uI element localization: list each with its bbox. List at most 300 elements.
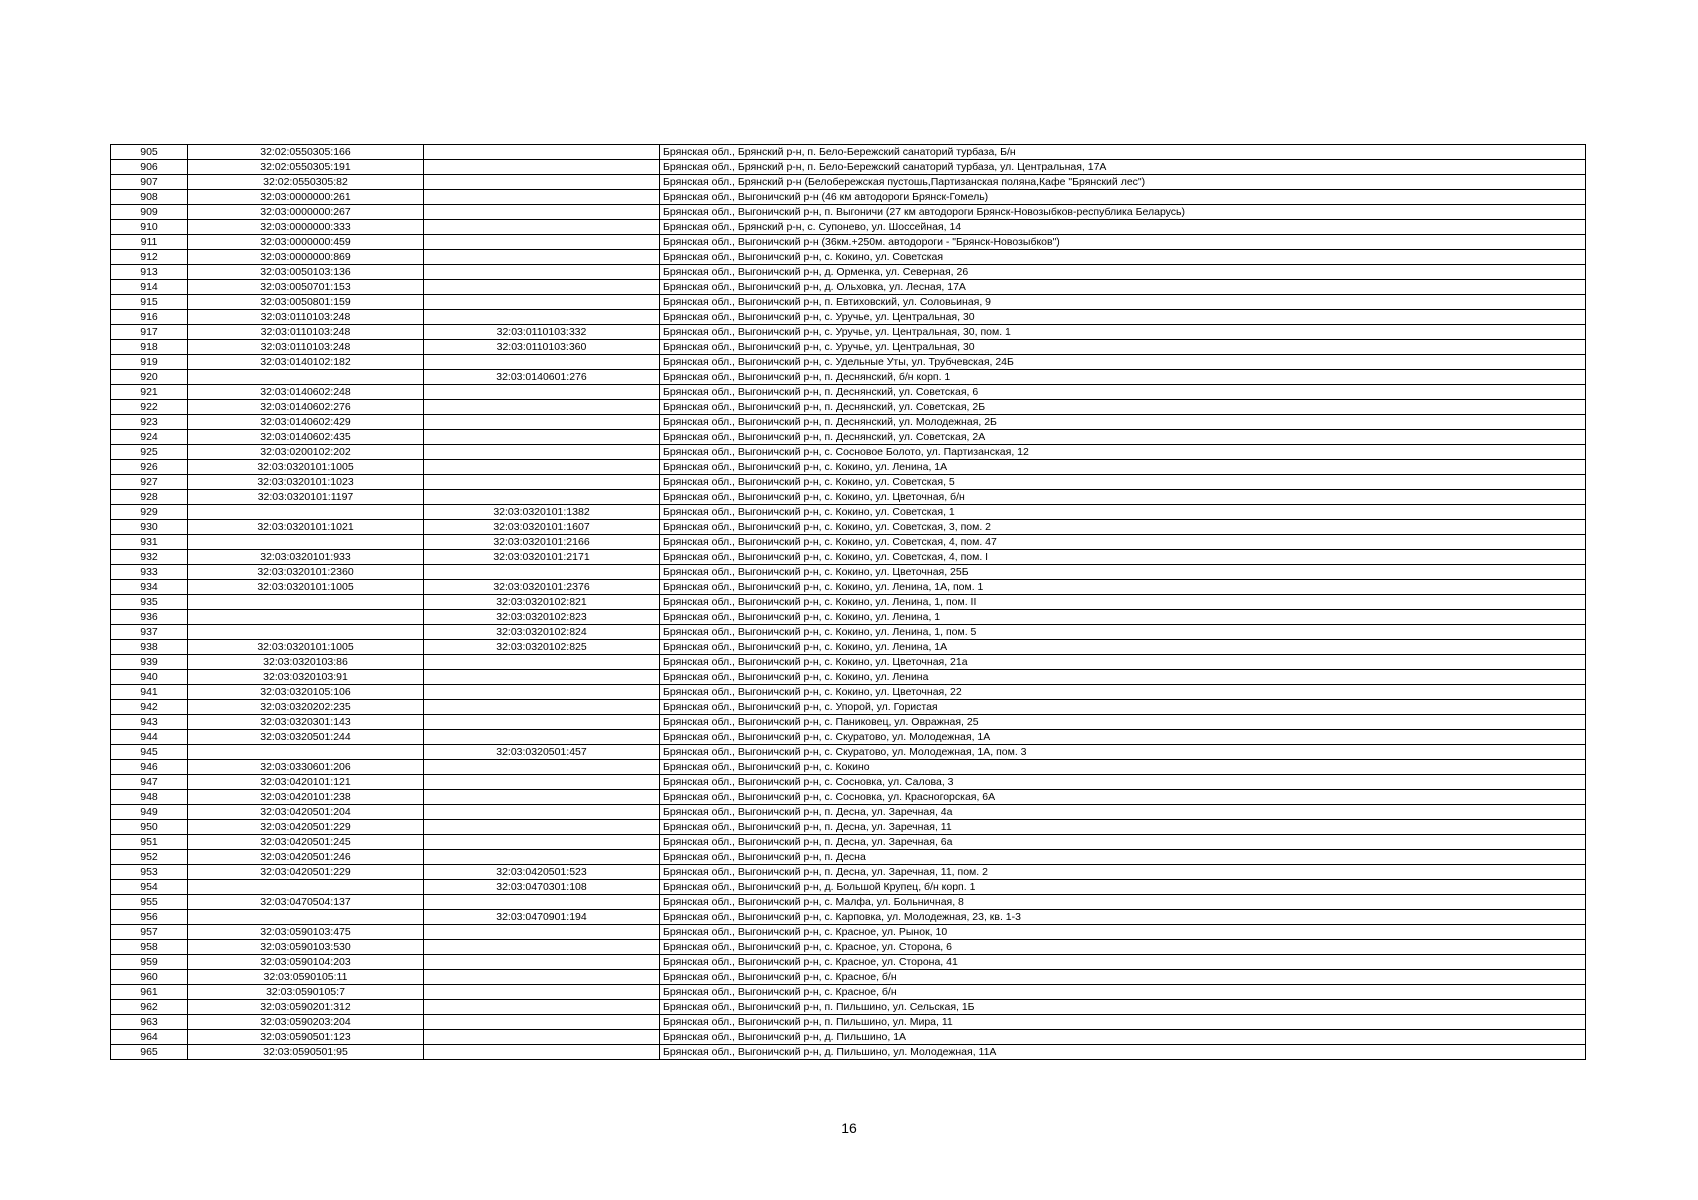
cadastral-number-cell: 32:03:0200102:202 — [188, 445, 424, 460]
table-row — [111, 250, 1586, 265]
table-row — [111, 460, 1586, 475]
row-number-cell: 965 — [111, 1045, 188, 1060]
table-row — [111, 640, 1586, 655]
table-row — [111, 490, 1586, 505]
row-number-cell: 948 — [111, 790, 188, 805]
cadastral-number-cell: 32:03:0590104:203 — [188, 955, 424, 970]
address-cell: Брянская обл., Выгоничский р-н, с. Кокино, ул. Цветочная, 22 — [660, 685, 1586, 700]
table-row — [111, 445, 1586, 460]
address-cell: Брянская обл., Брянский р-н, п. Бело-Бережский санаторий турбаза, Б/н — [660, 145, 1586, 160]
address-cell: Брянская обл., Выгоничский р-н, п. Десна, ул. Заречная, 4а — [660, 805, 1586, 820]
address-cell: Брянская обл., Брянский р-н, с. Супонево, ул. Шоссейная, 14 — [660, 220, 1586, 235]
premises-cadastral-number-cell — [424, 265, 660, 280]
table-row — [111, 310, 1586, 325]
table-row — [111, 340, 1586, 355]
premises-cadastral-number-cell — [424, 415, 660, 430]
cadastral-number-cell: 32:03:0140602:248 — [188, 385, 424, 400]
cadastral-number-cell: 32:03:0590501:95 — [188, 1045, 424, 1060]
row-number-cell: 929 — [111, 505, 188, 520]
address-cell: Брянская обл., Выгоничский р-н, с. Кокино, ул. Ленина — [660, 670, 1586, 685]
cadastral-number-cell: 32:03:0000000:869 — [188, 250, 424, 265]
row-number-cell: 963 — [111, 1015, 188, 1030]
address-cell: Брянская обл., Выгоничский р-н, с. Уручье, ул. Центральная, 30 — [660, 310, 1586, 325]
cadastral-number-cell: 32:03:0110103:248 — [188, 310, 424, 325]
table-row — [111, 325, 1586, 340]
table-row — [111, 190, 1586, 205]
table-row — [111, 430, 1586, 445]
address-cell: Брянская обл., Выгоничский р-н, с. Кокино, ул. Ленина, 1, пом. II — [660, 595, 1586, 610]
cadastral-number-cell: 32:03:0320101:1197 — [188, 490, 424, 505]
premises-cadastral-number-cell: 32:03:0320102:823 — [424, 610, 660, 625]
table-row — [111, 820, 1586, 835]
row-number-cell: 937 — [111, 625, 188, 640]
address-cell: Брянская обл., Выгоничский р-н, п. Деснянский, б/н корп. 1 — [660, 370, 1586, 385]
cadastral-number-cell: 32:03:0320101:1021 — [188, 520, 424, 535]
row-number-cell: 920 — [111, 370, 188, 385]
premises-cadastral-number-cell — [424, 355, 660, 370]
address-cell: Брянская обл., Выгоничский р-н, п. Деснянский, ул. Советская, 6 — [660, 385, 1586, 400]
row-number-cell: 921 — [111, 385, 188, 400]
cadastral-number-cell: 32:03:0420501:229 — [188, 865, 424, 880]
cadastral-number-cell: 32:03:0420501:204 — [188, 805, 424, 820]
table-row — [111, 745, 1586, 760]
table-row — [111, 790, 1586, 805]
cadastral-number-cell: 32:03:0590105:11 — [188, 970, 424, 985]
premises-cadastral-number-cell: 32:03:0320101:1607 — [424, 520, 660, 535]
table-row — [111, 655, 1586, 670]
premises-cadastral-number-cell — [424, 655, 660, 670]
address-cell: Брянская обл., Выгоничский р-н, п. Выгоничи (27 км автодороги Брянск-Новозыбков-республика Беларусь) — [660, 205, 1586, 220]
address-cell: Брянская обл., Выгоничский р-н, с. Красное, б/н — [660, 970, 1586, 985]
table-row — [111, 835, 1586, 850]
row-number-cell: 925 — [111, 445, 188, 460]
premises-cadastral-number-cell — [424, 220, 660, 235]
address-cell: Брянская обл., Выгоничский р-н, п. Десна, ул. Заречная, 6а — [660, 835, 1586, 850]
cadastral-number-cell — [188, 910, 424, 925]
address-cell: Брянская обл., Выгоничский р-н, с. Кокино, ул. Советская, 5 — [660, 475, 1586, 490]
row-number-cell: 923 — [111, 415, 188, 430]
table-row — [111, 175, 1586, 190]
premises-cadastral-number-cell — [424, 925, 660, 940]
premises-cadastral-number-cell — [424, 190, 660, 205]
address-cell: Брянская обл., Выгоничский р-н, п. Десна, ул. Заречная, 11 — [660, 820, 1586, 835]
cadastral-number-cell: 32:02:0550305:191 — [188, 160, 424, 175]
cadastral-number-cell: 32:03:0110103:248 — [188, 340, 424, 355]
cadastral-number-cell: 32:02:0550305:166 — [188, 145, 424, 160]
address-cell: Брянская обл., Выгоничский р-н, с. Сосновка, ул. Красногорская, 6А — [660, 790, 1586, 805]
row-number-cell: 908 — [111, 190, 188, 205]
table-row — [111, 1015, 1586, 1030]
table-row — [111, 895, 1586, 910]
table-row — [111, 1000, 1586, 1015]
premises-cadastral-number-cell — [424, 310, 660, 325]
row-number-cell: 940 — [111, 670, 188, 685]
address-cell: Брянская обл., Выгоничский р-н, с. Сосновка, ул. Салова, 3 — [660, 775, 1586, 790]
address-cell: Брянская обл., Брянский р-н, п. Бело-Бережский санаторий турбаза, ул. Центральная, 17А — [660, 160, 1586, 175]
row-number-cell: 958 — [111, 940, 188, 955]
address-cell: Брянская обл., Выгоничский р-н, с. Кокино, ул. Советская, 3, пом. 2 — [660, 520, 1586, 535]
row-number-cell: 952 — [111, 850, 188, 865]
cadastral-number-cell: 32:03:0050103:136 — [188, 265, 424, 280]
cadastral-number-cell: 32:03:0320101:1023 — [188, 475, 424, 490]
address-cell: Брянская обл., Выгоничский р-н, с. Кокино, ул. Ленина, 1А, пом. 1 — [660, 580, 1586, 595]
premises-cadastral-number-cell — [424, 850, 660, 865]
row-number-cell: 930 — [111, 520, 188, 535]
address-cell: Брянская обл., Выгоничский р-н, п. Десна, ул. Заречная, 11, пом. 2 — [660, 865, 1586, 880]
row-number-cell: 957 — [111, 925, 188, 940]
premises-cadastral-number-cell — [424, 685, 660, 700]
address-cell: Брянская обл., Выгоничский р-н, с. Кокино, ул. Цветочная, 21а — [660, 655, 1586, 670]
table-row — [111, 520, 1586, 535]
table-row — [111, 760, 1586, 775]
cadastral-number-cell: 32:03:0140602:429 — [188, 415, 424, 430]
row-number-cell: 955 — [111, 895, 188, 910]
address-cell: Брянская обл., Выгоничский р-н (36км.+250м. автодороги - "Брянск-Новозыбков") — [660, 235, 1586, 250]
row-number-cell: 947 — [111, 775, 188, 790]
premises-cadastral-number-cell: 32:03:0320101:2166 — [424, 535, 660, 550]
cadastral-number-cell: 32:03:0000000:459 — [188, 235, 424, 250]
premises-cadastral-number-cell — [424, 670, 660, 685]
row-number-cell: 956 — [111, 910, 188, 925]
row-number-cell: 911 — [111, 235, 188, 250]
table-row — [111, 400, 1586, 415]
row-number-cell: 950 — [111, 820, 188, 835]
cadastral-number-cell — [188, 745, 424, 760]
cadastral-number-cell: 32:03:0320103:91 — [188, 670, 424, 685]
address-cell: Брянская обл., Выгоничский р-н, п. Десна — [660, 850, 1586, 865]
address-cell: Брянская обл., Выгоничский р-н, п. Пильшино, ул. Мира, 11 — [660, 1015, 1586, 1030]
address-cell: Брянская обл., Выгоничский р-н, с. Кокино, ул. Советская, 1 — [660, 505, 1586, 520]
address-cell: Брянская обл., Выгоничский р-н, с. Уручье, ул. Центральная, 30, пом. 1 — [660, 325, 1586, 340]
table-row — [111, 265, 1586, 280]
table-row — [111, 685, 1586, 700]
table-body — [111, 145, 1586, 1060]
address-cell: Брянская обл., Выгоничский р-н, с. Красное, б/н — [660, 985, 1586, 1000]
address-cell: Брянская обл., Выгоничский р-н, д. Пильшино, ул. Молодежная, 11А — [660, 1045, 1586, 1060]
table-row — [111, 730, 1586, 745]
address-cell: Брянская обл., Выгоничский р-н, п. Пильшино, ул. Сельская, 1Б — [660, 1000, 1586, 1015]
premises-cadastral-number-cell — [424, 145, 660, 160]
address-cell: Брянская обл., Выгоничский р-н, с. Красное, ул. Сторона, 6 — [660, 940, 1586, 955]
row-number-cell: 916 — [111, 310, 188, 325]
premises-cadastral-number-cell — [424, 895, 660, 910]
premises-cadastral-number-cell — [424, 400, 660, 415]
address-cell: Брянская обл., Брянский р-н (Белобережская пустошь,Партизанская поляна,Кафе "Брянский лес") — [660, 175, 1586, 190]
premises-cadastral-number-cell — [424, 280, 660, 295]
row-number-cell: 922 — [111, 400, 188, 415]
row-number-cell: 951 — [111, 835, 188, 850]
address-cell: Брянская обл., Выгоничский р-н, с. Красное, ул. Рынок, 10 — [660, 925, 1586, 940]
table-row — [111, 580, 1586, 595]
cadastral-number-cell: 32:03:0320101:1005 — [188, 640, 424, 655]
premises-cadastral-number-cell — [424, 955, 660, 970]
table-row — [111, 805, 1586, 820]
premises-cadastral-number-cell: 32:03:0110103:332 — [424, 325, 660, 340]
table-row — [111, 550, 1586, 565]
address-cell: Брянская обл., Выгоничский р-н, с. Кокино, ул. Советская, 4, пом. 47 — [660, 535, 1586, 550]
table-row — [111, 850, 1586, 865]
row-number-cell: 962 — [111, 1000, 188, 1015]
row-number-cell: 918 — [111, 340, 188, 355]
table-row — [111, 295, 1586, 310]
row-number-cell: 961 — [111, 985, 188, 1000]
premises-cadastral-number-cell: 32:03:0320102:825 — [424, 640, 660, 655]
premises-cadastral-number-cell — [424, 565, 660, 580]
cadastral-number-cell: 32:03:0110103:248 — [188, 325, 424, 340]
table-row — [111, 415, 1586, 430]
row-number-cell: 906 — [111, 160, 188, 175]
address-cell: Брянская обл., Выгоничский р-н (46 км автодороги Брянск-Гомель) — [660, 190, 1586, 205]
table-row — [111, 145, 1586, 160]
table-row — [111, 565, 1586, 580]
premises-cadastral-number-cell — [424, 295, 660, 310]
premises-cadastral-number-cell — [424, 985, 660, 1000]
row-number-cell: 905 — [111, 145, 188, 160]
premises-cadastral-number-cell — [424, 790, 660, 805]
cadastral-number-cell: 32:03:0320101:1005 — [188, 580, 424, 595]
premises-cadastral-number-cell — [424, 460, 660, 475]
table-row — [111, 475, 1586, 490]
table-row — [111, 925, 1586, 940]
cadastral-number-cell — [188, 505, 424, 520]
row-number-cell: 964 — [111, 1030, 188, 1045]
table-row — [111, 970, 1586, 985]
row-number-cell: 954 — [111, 880, 188, 895]
premises-cadastral-number-cell: 32:03:0470301:108 — [424, 880, 660, 895]
row-number-cell: 941 — [111, 685, 188, 700]
premises-cadastral-number-cell — [424, 835, 660, 850]
row-number-cell: 926 — [111, 460, 188, 475]
premises-cadastral-number-cell — [424, 940, 660, 955]
table-row — [111, 595, 1586, 610]
table-row — [111, 1030, 1586, 1045]
table-row — [111, 670, 1586, 685]
address-cell: Брянская обл., Выгоничский р-н, п. Деснянский, ул. Советская, 2Б — [660, 400, 1586, 415]
cadastral-number-cell: 32:03:0140602:276 — [188, 400, 424, 415]
address-cell: Брянская обл., Выгоничский р-н, с. Красное, ул. Сторона, 41 — [660, 955, 1586, 970]
premises-cadastral-number-cell — [424, 235, 660, 250]
row-number-cell: 939 — [111, 655, 188, 670]
cadastral-number-cell: 32:03:0420101:238 — [188, 790, 424, 805]
address-cell: Брянская обл., Выгоничский р-н, с. Паниковец, ул. Овражная, 25 — [660, 715, 1586, 730]
row-number-cell: 932 — [111, 550, 188, 565]
premises-cadastral-number-cell: 32:03:0320501:457 — [424, 745, 660, 760]
cadastral-number-cell: 32:03:0140102:182 — [188, 355, 424, 370]
cadastral-number-cell: 32:03:0590103:530 — [188, 940, 424, 955]
premises-cadastral-number-cell — [424, 490, 660, 505]
table-row — [111, 940, 1586, 955]
cadastral-number-cell: 32:03:0590105:7 — [188, 985, 424, 1000]
table-row — [111, 535, 1586, 550]
premises-cadastral-number-cell — [424, 970, 660, 985]
table-row — [111, 280, 1586, 295]
page-number: 16 — [841, 1120, 857, 1136]
premises-cadastral-number-cell — [424, 1000, 660, 1015]
cadastral-number-cell: 32:03:0420501:229 — [188, 820, 424, 835]
address-cell: Брянская обл., Выгоничский р-н, с. Кокино, ул. Ленина, 1А — [660, 640, 1586, 655]
premises-cadastral-number-cell — [424, 730, 660, 745]
cadastral-number-cell: 32:03:0000000:267 — [188, 205, 424, 220]
premises-cadastral-number-cell — [424, 775, 660, 790]
cadastral-number-cell: 32:03:0140602:435 — [188, 430, 424, 445]
row-number-cell: 914 — [111, 280, 188, 295]
table-row — [111, 910, 1586, 925]
cadastral-number-cell: 32:02:0550305:82 — [188, 175, 424, 190]
address-cell: Брянская обл., Выгоничский р-н, с. Карповка, ул. Молодежная, 23, кв. 1-3 — [660, 910, 1586, 925]
address-cell: Брянская обл., Выгоничский р-н, с. Кокино, ул. Ленина, 1, пом. 5 — [660, 625, 1586, 640]
row-number-cell: 949 — [111, 805, 188, 820]
table-row — [111, 205, 1586, 220]
premises-cadastral-number-cell — [424, 805, 660, 820]
row-number-cell: 945 — [111, 745, 188, 760]
row-number-cell: 924 — [111, 430, 188, 445]
table-row — [111, 700, 1586, 715]
cadastral-number-cell — [188, 880, 424, 895]
premises-cadastral-number-cell — [424, 475, 660, 490]
row-number-cell: 919 — [111, 355, 188, 370]
cadastral-number-cell: 32:03:0000000:333 — [188, 220, 424, 235]
premises-cadastral-number-cell — [424, 385, 660, 400]
address-cell: Брянская обл., Выгоничский р-н, д. Большой Крупец, б/н корп. 1 — [660, 880, 1586, 895]
address-cell: Брянская обл., Выгоничский р-н, с. Скуратово, ул. Молодежная, 1А — [660, 730, 1586, 745]
premises-cadastral-number-cell: 32:03:0110103:360 — [424, 340, 660, 355]
table-row — [111, 505, 1586, 520]
premises-cadastral-number-cell — [424, 430, 660, 445]
row-number-cell: 936 — [111, 610, 188, 625]
cadastral-number-cell: 32:03:0320101:933 — [188, 550, 424, 565]
row-number-cell: 931 — [111, 535, 188, 550]
row-number-cell: 953 — [111, 865, 188, 880]
premises-cadastral-number-cell — [424, 715, 660, 730]
table-row — [111, 625, 1586, 640]
cadastral-number-cell: 32:03:0590501:123 — [188, 1030, 424, 1045]
table-row — [111, 235, 1586, 250]
premises-cadastral-number-cell — [424, 445, 660, 460]
cadastral-number-cell: 32:03:0420501:245 — [188, 835, 424, 850]
cadastral-number-cell: 32:03:0050801:159 — [188, 295, 424, 310]
address-cell: Брянская обл., Выгоничский р-н, с. Уручье, ул. Центральная, 30 — [660, 340, 1586, 355]
row-number-cell: 942 — [111, 700, 188, 715]
cadastral-number-cell: 32:03:0320501:244 — [188, 730, 424, 745]
row-number-cell: 946 — [111, 760, 188, 775]
row-number-cell: 907 — [111, 175, 188, 190]
cadastral-number-cell: 32:03:0420501:246 — [188, 850, 424, 865]
premises-cadastral-number-cell: 32:03:0470901:194 — [424, 910, 660, 925]
address-cell: Брянская обл., Выгоничский р-н, с. Кокино — [660, 760, 1586, 775]
table-row — [111, 385, 1586, 400]
premises-cadastral-number-cell — [424, 1015, 660, 1030]
cadastral-number-cell — [188, 370, 424, 385]
premises-cadastral-number-cell — [424, 1030, 660, 1045]
row-number-cell: 944 — [111, 730, 188, 745]
address-cell: Брянская обл., Выгоничский р-н, с. Скуратово, ул. Молодежная, 1А, пом. 3 — [660, 745, 1586, 760]
cadastral-number-cell: 32:03:0590201:312 — [188, 1000, 424, 1015]
table-row — [111, 1045, 1586, 1060]
cadastral-number-cell: 32:03:0590203:204 — [188, 1015, 424, 1030]
premises-cadastral-number-cell — [424, 205, 660, 220]
row-number-cell: 928 — [111, 490, 188, 505]
cadastral-number-cell — [188, 595, 424, 610]
row-number-cell: 912 — [111, 250, 188, 265]
row-number-cell: 960 — [111, 970, 188, 985]
cadastral-number-cell: 32:03:0470504:137 — [188, 895, 424, 910]
table-row — [111, 715, 1586, 730]
cadastral-number-cell: 32:03:0590103:475 — [188, 925, 424, 940]
address-cell: Брянская обл., Выгоничский р-н, п. Деснянский, ул. Молодежная, 2Б — [660, 415, 1586, 430]
premises-cadastral-number-cell: 32:03:0320102:821 — [424, 595, 660, 610]
table-row — [111, 370, 1586, 385]
premises-cadastral-number-cell — [424, 820, 660, 835]
address-cell: Брянская обл., Выгоничский р-н, с. Кокино, ул. Советская — [660, 250, 1586, 265]
row-number-cell: 913 — [111, 265, 188, 280]
cadastral-number-cell — [188, 610, 424, 625]
table-row — [111, 220, 1586, 235]
premises-cadastral-number-cell — [424, 1045, 660, 1060]
table-row — [111, 865, 1586, 880]
premises-cadastral-number-cell: 32:03:0320101:2171 — [424, 550, 660, 565]
property-table — [110, 144, 1586, 1060]
address-cell: Брянская обл., Выгоничский р-н, д. Пильшино, 1А — [660, 1030, 1586, 1045]
address-cell: Брянская обл., Выгоничский р-н, с. Упорой, ул. Гористая — [660, 700, 1586, 715]
table-row — [111, 985, 1586, 1000]
row-number-cell: 909 — [111, 205, 188, 220]
premises-cadastral-number-cell — [424, 250, 660, 265]
row-number-cell: 927 — [111, 475, 188, 490]
row-number-cell: 959 — [111, 955, 188, 970]
row-number-cell: 915 — [111, 295, 188, 310]
address-cell: Брянская обл., Выгоничский р-н, с. Кокино, ул. Цветочная, 25Б — [660, 565, 1586, 580]
address-cell: Брянская обл., Выгоничский р-н, с. Кокино, ул. Советская, 4, пом. I — [660, 550, 1586, 565]
row-number-cell: 943 — [111, 715, 188, 730]
premises-cadastral-number-cell: 32:03:0320101:1382 — [424, 505, 660, 520]
cadastral-number-cell: 32:03:0320101:2360 — [188, 565, 424, 580]
premises-cadastral-number-cell — [424, 760, 660, 775]
cadastral-number-cell: 32:03:0000000:261 — [188, 190, 424, 205]
cadastral-number-cell: 32:03:0320301:143 — [188, 715, 424, 730]
premises-cadastral-number-cell: 32:03:0420501:523 — [424, 865, 660, 880]
address-cell: Брянская обл., Выгоничский р-н, д. Орменка, ул. Северная, 26 — [660, 265, 1586, 280]
table-row — [111, 355, 1586, 370]
address-cell: Брянская обл., Выгоничский р-н, п. Евтиховский, ул. Соловьиная, 9 — [660, 295, 1586, 310]
address-cell: Брянская обл., Выгоничский р-н, д. Ольховка, ул. Лесная, 17А — [660, 280, 1586, 295]
premises-cadastral-number-cell: 32:03:0140601:276 — [424, 370, 660, 385]
address-cell: Брянская обл., Выгоничский р-н, с. Сосновое Болото, ул. Партизанская, 12 — [660, 445, 1586, 460]
premises-cadastral-number-cell — [424, 175, 660, 190]
cadastral-number-cell: 32:03:0320105:106 — [188, 685, 424, 700]
table-row — [111, 955, 1586, 970]
table-row — [111, 160, 1586, 175]
address-cell: Брянская обл., Выгоничский р-н, с. Удельные Уты, ул. Трубчевская, 24Б — [660, 355, 1586, 370]
address-cell: Брянская обл., Выгоничский р-н, с. Кокино, ул. Цветочная, б/н — [660, 490, 1586, 505]
premises-cadastral-number-cell: 32:03:0320101:2376 — [424, 580, 660, 595]
cadastral-number-cell: 32:03:0330601:206 — [188, 760, 424, 775]
cadastral-number-cell: 32:03:0320101:1005 — [188, 460, 424, 475]
row-number-cell: 933 — [111, 565, 188, 580]
premises-cadastral-number-cell — [424, 160, 660, 175]
table-row — [111, 610, 1586, 625]
cadastral-number-cell — [188, 625, 424, 640]
cadastral-number-cell: 32:03:0320202:235 — [188, 700, 424, 715]
address-cell: Брянская обл., Выгоничский р-н, п. Деснянский, ул. Советская, 2А — [660, 430, 1586, 445]
table-row — [111, 880, 1586, 895]
row-number-cell: 910 — [111, 220, 188, 235]
cadastral-number-cell: 32:03:0420101:121 — [188, 775, 424, 790]
table-row — [111, 775, 1586, 790]
cadastral-number-cell: 32:03:0050701:153 — [188, 280, 424, 295]
row-number-cell: 917 — [111, 325, 188, 340]
row-number-cell: 935 — [111, 595, 188, 610]
premises-cadastral-number-cell — [424, 700, 660, 715]
